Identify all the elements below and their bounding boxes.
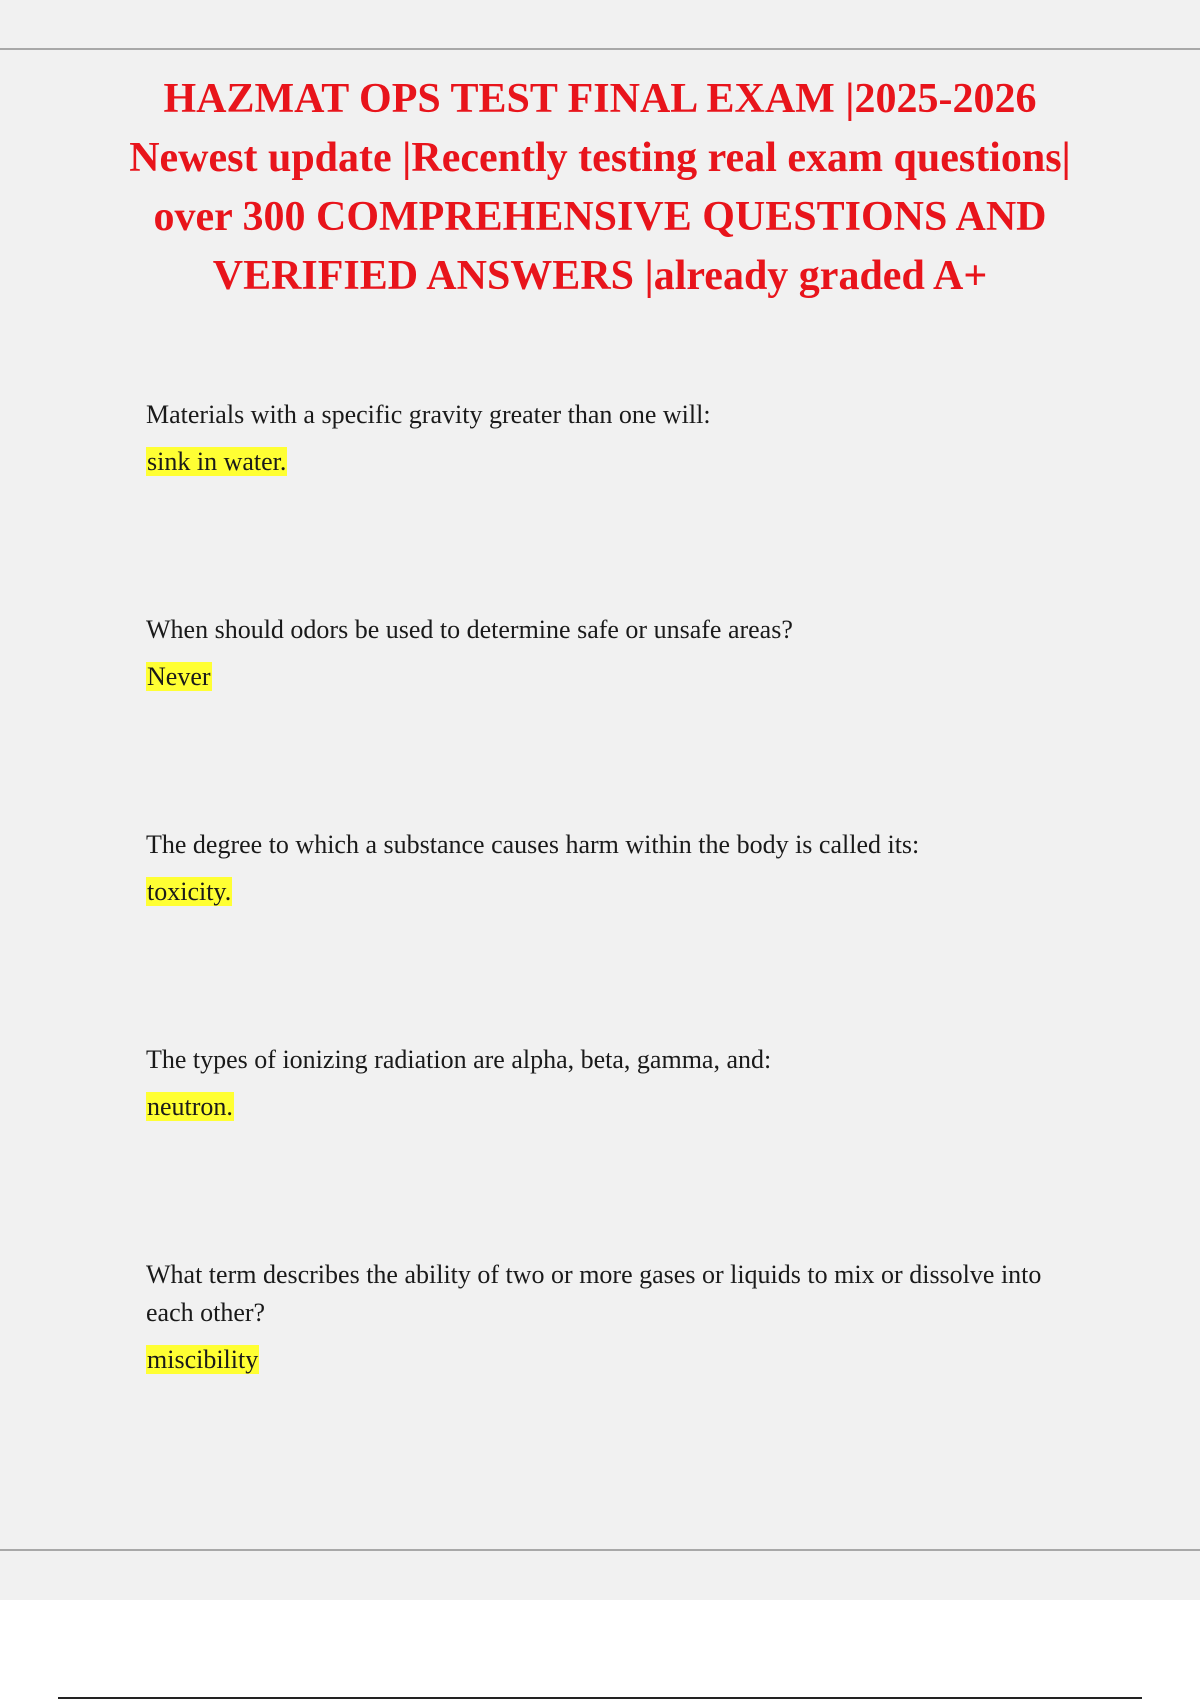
qa-item-4 xyxy=(146,1041,1076,1125)
question-text: The degree to which a substance causes harm within the body is called its: xyxy=(146,830,920,859)
question-text: Materials with a specific gravity greater than one will: xyxy=(146,400,711,429)
qa-item-5 xyxy=(146,1256,1076,1378)
qa-item-3 xyxy=(146,826,1076,910)
answer-text: Never xyxy=(147,662,211,691)
answer-highlight xyxy=(146,1089,1076,1125)
answer-text: miscibility xyxy=(147,1345,259,1374)
bottom-divider xyxy=(0,1549,1200,1551)
footer-divider xyxy=(58,1697,1142,1699)
top-divider xyxy=(0,48,1200,50)
answer-text: toxicity. xyxy=(147,877,232,906)
qa-item-2 xyxy=(146,611,1076,695)
qa-item-1 xyxy=(146,396,1076,480)
question-text: When should odors be used to determine safe or unsafe areas? xyxy=(146,615,793,644)
answer-highlight xyxy=(146,444,1076,480)
answer-text: sink in water. xyxy=(147,447,287,476)
question-text: The types of ionizing radiation are alpha, beta, gamma, and: xyxy=(146,1045,772,1074)
answer-highlight xyxy=(146,874,1076,910)
question-text: What term describes the ability of two or more gases or liquids to mix or dissolve into each other? xyxy=(146,1260,1042,1327)
document-title: HAZMAT OPS TEST FINAL EXAM |2025-2026 Newest update |Recently testing real exam questions| over 300 COMPREHENSIVE QUESTIONS AND VERIFIED ANSWERS |already graded A+ xyxy=(129,76,1071,299)
answer-highlight xyxy=(146,1342,1076,1378)
answer-text: neutron. xyxy=(147,1092,233,1121)
answer-highlight xyxy=(146,659,1076,695)
